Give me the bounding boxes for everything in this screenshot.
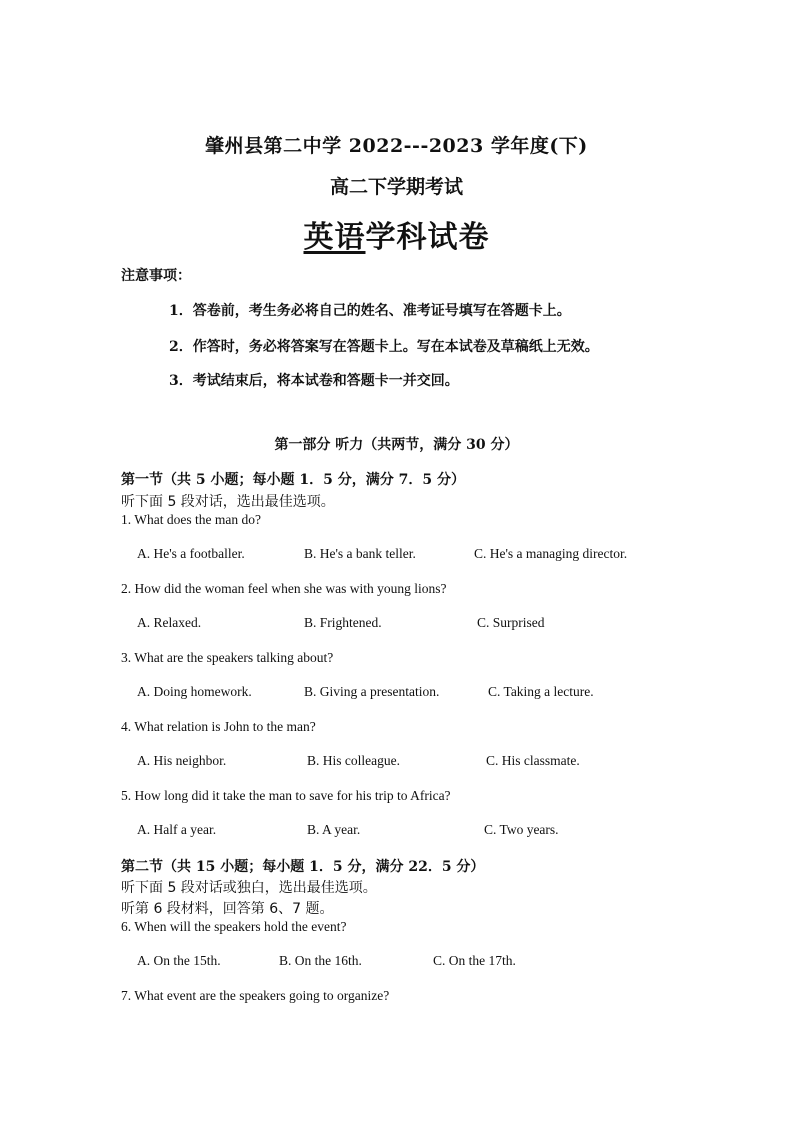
option-c: C. His classmate. [486,753,580,768]
option-c: C. Surprised [477,615,545,630]
option-a: A. His neighbor. [137,753,227,768]
notice-item: 3．考试结束后，将本试卷和答题卡一并交回。 [169,373,459,389]
option-c: C. Taking a lecture. [488,684,594,699]
subject-title-rest: 学科试卷 [365,220,490,255]
section-two-heading: 第二节（共 15 小题；每小题 1．5 分，满分 22．5 分） [121,859,485,875]
option-b: B. He's a bank teller. [304,546,416,561]
school-title: 肇州县第二中学 2022---2023 学年度(下) [205,135,588,157]
question-text: 3. What are the speakers talking about? [121,650,334,665]
question-text: 1. What does the man do? [121,512,261,527]
option-a: A. On the 15th. [137,953,221,968]
subject-title [0,212,793,256]
option-a: A. Half a year. [137,822,217,837]
question-text: 5. How long did it take the man to save for his trip to Africa? [121,788,451,803]
notice-item: 2．作答时，务必将答案写在答题卡上。写在本试卷及草稿纸上无效。 [169,339,599,355]
option-c: C. He's a managing director. [474,546,628,561]
section-two-instruction: 听下面 5 段对话或独白，选出最佳选项。 [121,880,377,896]
option-b: B. His colleague. [307,753,400,768]
option-c: C. Two years. [484,822,559,837]
part-one-heading: 第一部分 听力（共两节，满分 30 分） [274,437,519,453]
option-a: A. Doing homework. [137,684,252,699]
section-two-material: 听第 6 段材料，回答第 6、7 题。 [121,901,334,917]
section-one-heading: 第一节（共 5 小题；每小题 1．5 分，满分 7．5 分） [121,472,465,488]
question-text: 2. How did the woman feel when she was with young lions? [121,581,447,596]
option-a: A. He's a footballer. [137,546,245,561]
subject-title-underlined: 英语 [303,220,366,255]
exam-title: 高二下学期考试 [329,176,463,198]
notice-item: 1．答卷前，考生务必将自己的姓名、准考证号填写在答题卡上。 [169,303,571,319]
question-text: 4. What relation is John to the man? [121,719,316,734]
notice-heading: 注意事项： [121,268,191,284]
question-text: 6. When will the speakers hold the event? [121,919,347,934]
section-one-instruction: 听下面 5 段对话，选出最佳选项。 [121,494,335,510]
option-b: B. A year. [307,822,361,837]
option-b: B. On the 16th. [279,953,362,968]
option-c: C. On the 17th. [433,953,516,968]
option-b: B. Frightened. [304,615,382,630]
option-b: B. Giving a presentation. [304,684,440,699]
option-a: A. Relaxed. [137,615,202,630]
question-text: 7. What event are the speakers going to organize? [121,988,390,1003]
